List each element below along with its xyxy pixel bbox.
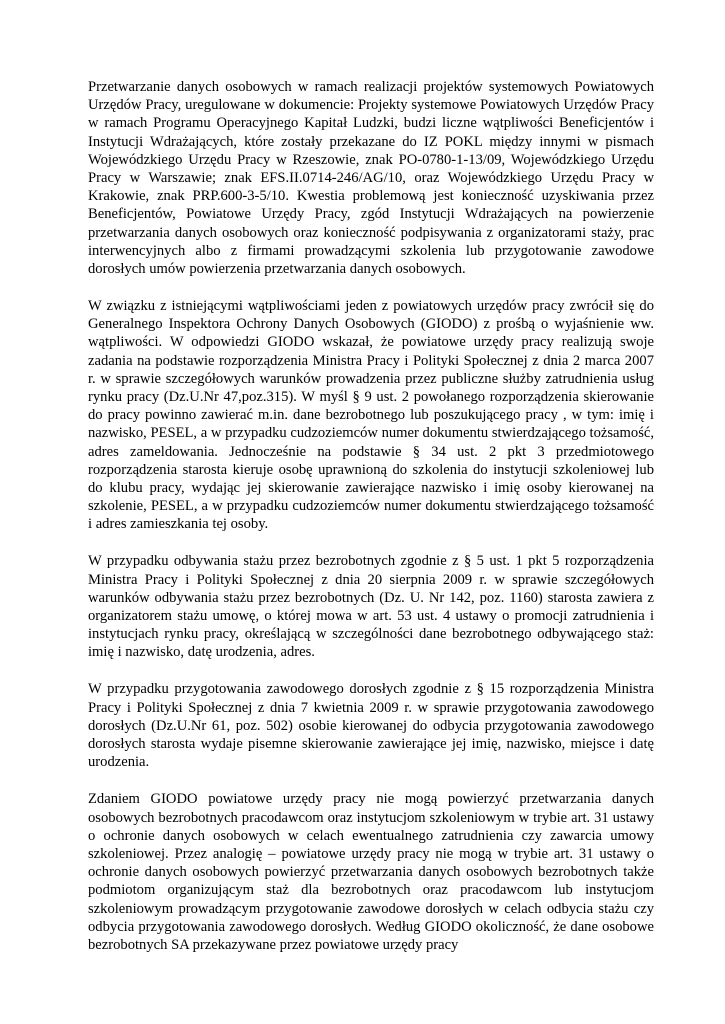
paragraph-4: W przypadku przygotowania zawodowego dorosłych zgodnie z § 15 rozporządzenia Ministra Pracy i Polityki Społecznej z dnia 7 kwietnia 2009 r. w sprawie przygotowania zawodowego dorosłych (Dz.U.Nr 61, poz. 502) osobie kierowanej do odbycia przygotowania zawodowego dorosłych starosta wydaje pisemne skierowanie zawierające jej imię, nazwisko, miejsce i datę urodzenia.	[88, 681, 654, 771]
paragraph-5: Zdaniem GIODO powiatowe urzędy pracy nie mogą powierzyć przetwarzania danych osobowych bezrobotnych pracodawcom oraz instytucjom szkoleniowym w trybie art. 31 ustawy o ochronie danych osobowych w celach ewentualnego zatrudnienia czy zawarcia umowy szkoleniowej. Przez analogię – powiatowe urzędy pracy nie mogą w trybie art. 31 ustawy o ochronie danych osobowych powierzyć przetwarzania danych osobowych bezrobotnych także podmiotom organizującym staż dla bezrobotnych oraz pracodawcom lub instytucjom szkoleniowym prowadzącym przygotowanie zawodowe dorosłych w celach odbycia stażu czy odbycia przygotowania zawodowego dorosłych. Według GIODO okoliczność, że dane osobowe bezrobotnych SA przekazywane przez powiatowe urzędy pracy	[88, 791, 654, 953]
paragraph-3: W przypadku odbywania stażu przez bezrobotnych zgodnie z § 5 ust. 1 pkt 5 rozporządzenia Ministra Pracy i Polityki Społecznej z dnia 20 sierpnia 2009 r. w sprawie szczegółowych warunków odbywania stażu przez bezrobotnych (Dz. U. Nr 142, poz. 1160) starosta zawiera z organizatorem stażu umowę, o której mowa w art. 53 ust. 4 ustawy o promocji zatrudnienia i instytucjach rynku pracy, określającą w szczególności dane bezrobotnego odbywającego staż: imię i nazwisko, datę urodzenia, adres.	[88, 553, 654, 661]
document-page	[88, 78, 654, 973]
paragraph-1: Przetwarzanie danych osobowych w ramach realizacji projektów systemowych Powiatowych Urzędów Pracy, uregulowane w dokumencie: Projekty systemowe Powiatowych Urzędów Pracy w ramach Programu Operacyjnego Kapitał Ludzki, budzi liczne wątpliwości Beneficjentów i Instytucji Wdrażających, które zostały przekazane do IZ POKL między innymi w pismach Wojewódzkiego Urzędu Pracy w Rzeszowie, znak PO-0780-1-13/09, Wojewódzkiego Urzędu Pracy w Warszawie; znak EFS.II.0714-246/AG/10, oraz Wojewódzkiego Urzędu Pracy w Krakowie, znak PRP.600-3-5/10. Kwestia problemową jest konieczność uzyskiwania przez Beneficjentów, Powiatowe Urzędy Pracy, zgód Instytucji Wdrażających na powierzenie przetwarzania danych osobowych oraz konieczność podpisywania z organizatorami staży, prac interwencyjnych albo z firmami prowadzącymi szkolenia lub przygotowanie zawodowe dorosłych umów powierzenia przetwarzania danych osobowych.	[88, 79, 654, 278]
paragraph-2: W związku z istniejącymi wątpliwościami jeden z powiatowych urzędów pracy zwrócił się do Generalnego Inspektora Ochrony Danych Osobowych (GIODO) z prośbą o wyjaśnienie ww. wątpliwości. W odpowiedzi GIODO wskazał, że powiatowe urzędy pracy realizują swoje zadania na podstawie rozporządzenia Ministra Pracy i Polityki Społecznej z dnia 2 marca 2007 r. w sprawie szczegółowych warunków prowadzenia przez publiczne służby zatrudnienia usług rynku pracy (Dz.U.Nr 47,poz.315). W myśl § 9 ust. 2 powołanego rozporządzenia skierowanie do pracy powinno zawierać m.in. dane bezrobotnego lub poszukującego pracy , w tym: imię i nazwisko, PESEL, a w przypadku cudzoziemców numer dokumentu stwierdzającego tożsamość, adres zameldowania. Jednocześnie na podstawie § 34 ust. 2 pkt 3 przedmiotowego rozporządzenia starosta kieruje osobę uprawnioną do szkolenia do instytucji szkoleniowej lub do klubu pracy, wydając jej skierowanie zawierające nazwisko i imię osoby kierowanej na szkolenie, PESEL, a w przypadku cudzoziemców numer dokumentu stwierdzającego tożsamość i adres zamieszkania tej osoby.	[88, 298, 654, 533]
